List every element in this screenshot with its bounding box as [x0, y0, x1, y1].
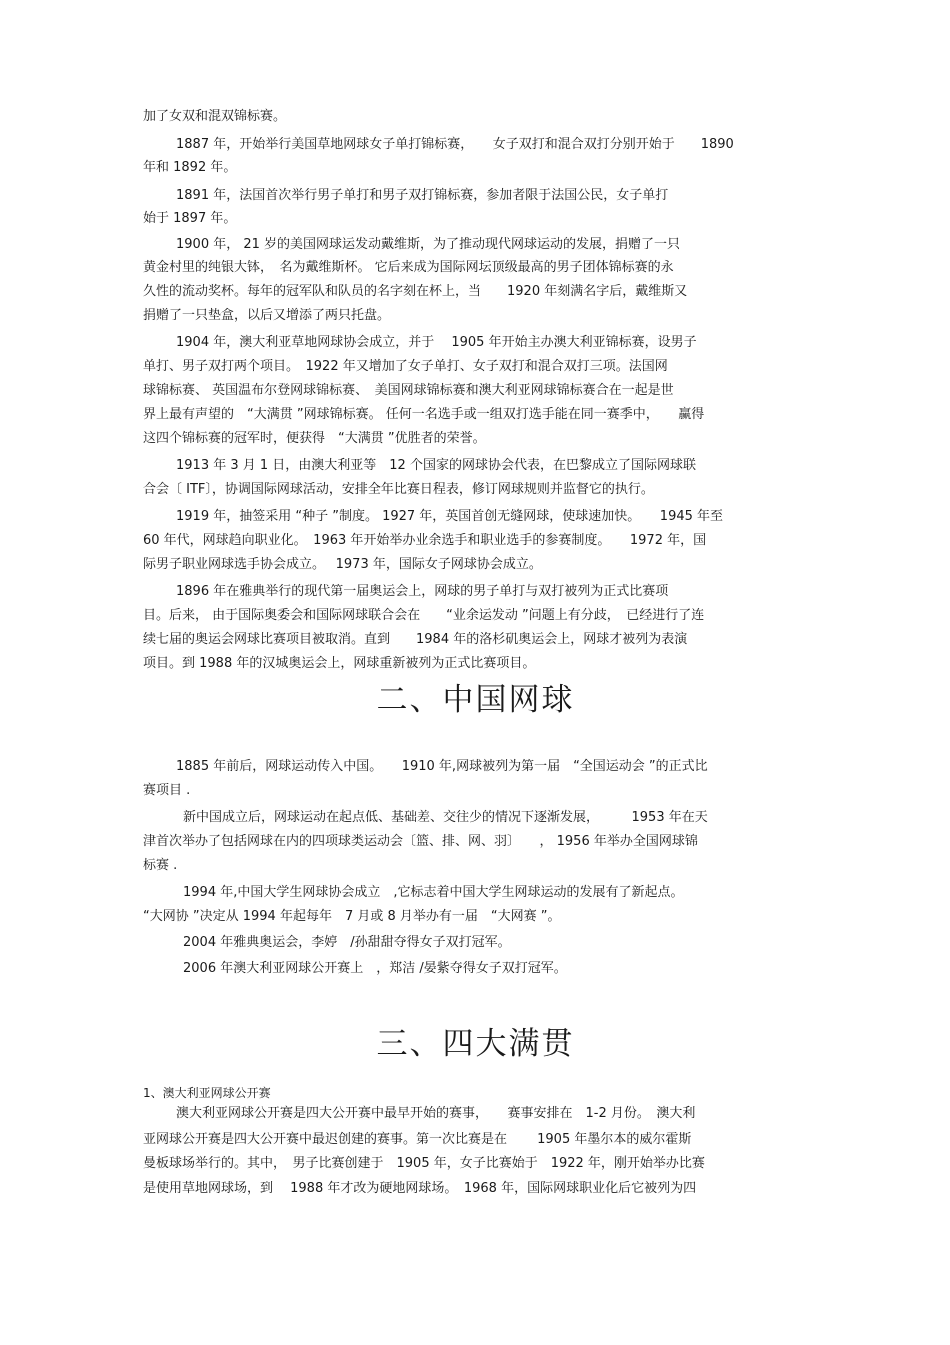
paragraph-line: 1900 年， 21 岁的美国网球运发动戴维斯，为了推动现代网球运动的发展，捐赠了一只 — [176, 237, 681, 252]
paragraph-line: 目。后来， 由于国际奥委会和国际网球联合会在 “业余运发动 ”问题上有分歧， 已经进行了连 — [143, 608, 705, 623]
paragraph-line: 1919 年，抽签采用 “种子 ”制度。 1927 年，英国首创无缝网球，使球速加快。 1945 年至 — [176, 509, 724, 524]
paragraph-line: 始于 1897 年。 — [143, 211, 237, 226]
paragraph-line: 久性的流动奖杯。每年的冠军队和队员的名字刻在杯上，当 1920 年刻满名字后，戴维斯又 — [143, 284, 688, 299]
paragraph-line: 界上最有声望的 “大满贯 ”网球锦标赛。 任何一名选手或一组双打选手能在同一赛季中， 赢得 — [143, 407, 705, 422]
section-heading-china-tennis: 二、中国网球 — [376, 682, 575, 718]
paragraph-line: 2004 年雅典奥运会，李婷 /孙甜甜夺得女子双打冠军。 — [183, 935, 511, 950]
paragraph-line: 黄金村里的纯银大钵， 名为戴维斯杯。 它后来成为国际网坛顶级最高的男子团体锦标赛的永 — [143, 260, 674, 275]
paragraph-line: 1904 年，澳大利亚草地网球协会成立，并于 1905 年开始主办澳大利亚锦标赛，设男子 — [176, 335, 697, 350]
paragraph-line: 赛项目 . — [143, 783, 191, 798]
paragraph-line: 1887 年，开始举行美国草地网球女子单打锦标赛， 女子双打和混合双打分别开始于 1890 — [176, 137, 734, 152]
subsection-title: 1、澳大利亚网球公开赛 — [143, 1086, 271, 1100]
paragraph-line: 1896 年在雅典举行的现代第一届奥运会上，网球的男子单打与双打被列为正式比赛项 — [176, 584, 669, 599]
paragraph-line: 1994 年,中国大学生网球协会成立 ,它标志着中国大学生网球运动的发展有了新起点。 — [183, 885, 684, 900]
paragraph-line: 项目。到 1988 年的汉城奥运会上，网球重新被列为正式比赛项目。 — [143, 656, 536, 671]
paragraph-line: 60 年代，网球趋向职业化。 1963 年开始举办业余选手和职业选手的参赛制度。 1972 年，国 — [143, 533, 707, 548]
paragraph-line: 1885 年前后，网球运动传入中国。 1910 年,网球被列为第一届 “全国运动会 ”的正式比 — [176, 759, 708, 774]
paragraph-line: 续七届的奥运会网球比赛项目被取消。直到 1984 年的洛杉矶奥运会上，网球才被列为表演 — [143, 632, 688, 647]
paragraph-line: 津首次举办了包括网球在内的四项球类运动会〔篮、排、网、羽〕 ， 1956 年举办全国网球锦 — [143, 834, 698, 849]
paragraph-line: 加了女双和混双锦标赛。 — [143, 109, 287, 124]
paragraph-line: 这四个锦标赛的冠军时，便获得 “大满贯 ”优胜者的荣誉。 — [143, 431, 486, 446]
paragraph-line: 2006 年澳大利亚网球公开赛上 ，郑洁 /晏紫夺得女子双打冠军。 — [183, 961, 567, 976]
paragraph-line: 曼板球场举行的。其中， 男子比赛创建于 1905 年，女子比赛始于 1922 年，刚开始举办比赛 — [143, 1156, 705, 1171]
paragraph-line: 标赛 . — [143, 858, 178, 873]
paragraph-line: 际男子职业网球选手协会成立。 1973 年，国际女子网球协会成立。 — [143, 557, 542, 572]
paragraph-line: 新中国成立后，网球运动在起点低、基础差、交往少的情况下逐渐发展， 1953 年在天 — [183, 810, 708, 825]
paragraph-line: “大网协 ”决定从 1994 年起每年 7 月或 8 月举办有一届 “大网赛 ”。 — [143, 909, 561, 924]
paragraph-line: 亚网球公开赛是四大公开赛中最迟创建的赛事。第一次比赛是在 1905 年墨尔本的威尔霍斯 — [143, 1132, 692, 1147]
paragraph-line: 1891 年，法国首次举行男子单打和男子双打锦标赛，参加者限于法国公民，女子单打 — [176, 188, 669, 203]
paragraph-line: 1913 年 3 月 1 日，由澳大利亚等 12 个国家的网球协会代表，在巴黎成立了国际网球联 — [176, 458, 696, 473]
paragraph-line: 单打、男子双打两个项目。 1922 年又增加了女子单打、女子双打和混合双打三项。法国网 — [143, 359, 668, 374]
paragraph-line: 球锦标赛、 英国温布尔登网球锦标赛、 美国网球锦标赛和澳大利亚网球锦标赛合在一起是世 — [143, 383, 674, 398]
paragraph-line: 是使用草地网球场，到 1988 年才改为硬地网球场。 1968 年，国际网球职业化后它被列为四 — [143, 1181, 697, 1196]
paragraph-line: 澳大利亚网球公开赛是四大公开赛中最早开始的赛事， 赛事安排在 1-2 月份。 澳大利 — [176, 1106, 696, 1121]
paragraph-line: 年和 1892 年。 — [143, 160, 237, 175]
section-heading-grand-slam: 三、四大满贯 — [376, 1026, 575, 1062]
paragraph-line: 合会〔 ITF〕，协调国际网球活动，安排全年比赛日程表，修订网球规则并监督它的执行。 — [143, 482, 654, 497]
paragraph-line: 捐赠了一只垫盒，以后又增添了两只托盘。 — [143, 308, 391, 323]
